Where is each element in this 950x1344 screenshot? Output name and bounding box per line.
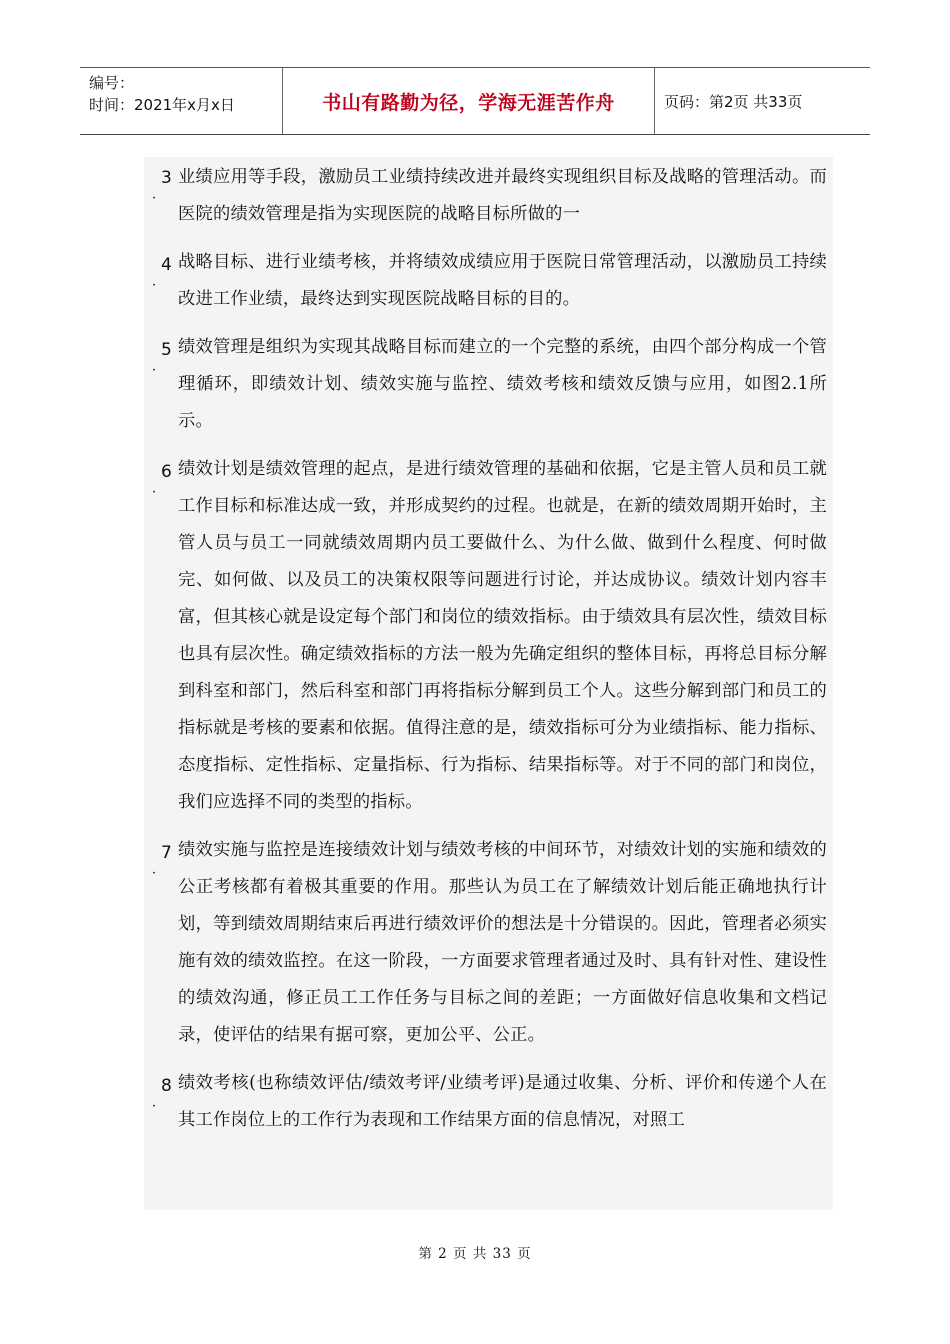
paragraph (144, 832, 833, 1054)
bullet-dot: · (152, 191, 157, 206)
bullet-dot: · (152, 278, 157, 293)
paragraph-number: 8 (161, 1076, 172, 1096)
bullet-dot: · (152, 485, 157, 500)
paragraph (144, 329, 833, 440)
time-label: 时间：2021年x月x日 (89, 96, 235, 114)
document-body (144, 157, 833, 1210)
bullet-dot: · (152, 866, 157, 881)
paragraph-text: 业绩应用等手段，激励员工业绩持续改进并最终实现组织目标及战略的管理活动。而医院的绩效管理是指为实现医院的战略目标所做的一 (178, 167, 827, 224)
paragraph (144, 1065, 833, 1139)
paragraph-text: 战略目标、进行业绩考核，并将绩效成绩应用于医院日常管理活动，以激励员工持续改进工作业绩，最终达到实现医院战略目标的目的。 (178, 252, 827, 309)
bullet-dot: · (152, 1099, 157, 1114)
header-meta (80, 68, 282, 134)
paragraph (144, 157, 833, 233)
paragraph-text: 绩效计划是绩效管理的起点，是进行绩效管理的基础和依据，它是主管人员和员工就工作目标和标准达成一致，并形成契约的过程。也就是，在新的绩效周期开始时，主管人员与员工一同就绩效周期内员工要做什么、为什么做、做到什么程度、何时做完、如何做、以及员工的决策权限等问题进行讨论，并达成协议。绩效计划内容丰富，但其核心就是设定每个部门和岗位的绩效指标。由于绩效具有层次性，绩效目标也具有层次性。确定绩效指标的方法一般为先确定组织的整体目标，再将总目标分解到科室和部门，然后科室和部门再将指标分解到员工个人。这些分解到部门和员工的指标就是考核的要素和依据。值得注意的是，绩效指标可分为业绩指标、能力指标、态度指标、定性指标、定量指标、行为指标、结果指标等。对于不同的部门和岗位，我们应选择不同的类型的指标。 (178, 459, 827, 812)
page-footer: 第 2 页 共 33 页 (418, 1246, 532, 1262)
paragraph-number: 4 (161, 255, 172, 275)
page-header (80, 67, 870, 135)
paragraph-number: 5 (161, 340, 172, 360)
paragraph (144, 451, 833, 821)
header-motto: 书山有路勤为径，学海无涯苦作舟 (282, 68, 655, 134)
paragraph-number: 3 (161, 168, 172, 188)
paragraph-number: 7 (161, 843, 172, 863)
paragraph-text: 绩效考核(也称绩效评估/绩效考评/业绩考评)是通过收集、分析、评价和传递个人在其工作岗位上的工作行为表现和工作结果方面的信息情况，对照工 (178, 1073, 827, 1130)
paragraph (144, 244, 833, 318)
paragraph-text: 绩效管理是组织为实现其战略目标而建立的一个完整的系统，由四个部分构成一个管理循环，即绩效计划、绩效实施与监控、绩效考核和绩效反馈与应用，如图2.1所示。 (178, 337, 827, 431)
bullet-dot: · (152, 363, 157, 378)
header-page-info: 页码：第2页 共33页 (664, 92, 803, 111)
paragraph-text: 绩效实施与监控是连接绩效计划与绩效考核的中间环节，对绩效计划的实施和绩效的公正考核都有着极其重要的作用。那些认为员工在了解绩效计划后能正确地执行计划，等到绩效周期结束后再进行绩效评价的想法是十分错误的。因此，管理者必须实施有效的绩效监控。在这一阶段，一方面要求管理者通过及时、具有针对性、建设性的绩效沟通，修正员工工作任务与目标之间的差距；一方面做好信息收集和文档记录，使评估的结果有据可察，更加公平、公正。 (178, 840, 827, 1045)
serial-label: 编号： (89, 74, 135, 92)
paragraph-number: 6 (161, 462, 172, 482)
